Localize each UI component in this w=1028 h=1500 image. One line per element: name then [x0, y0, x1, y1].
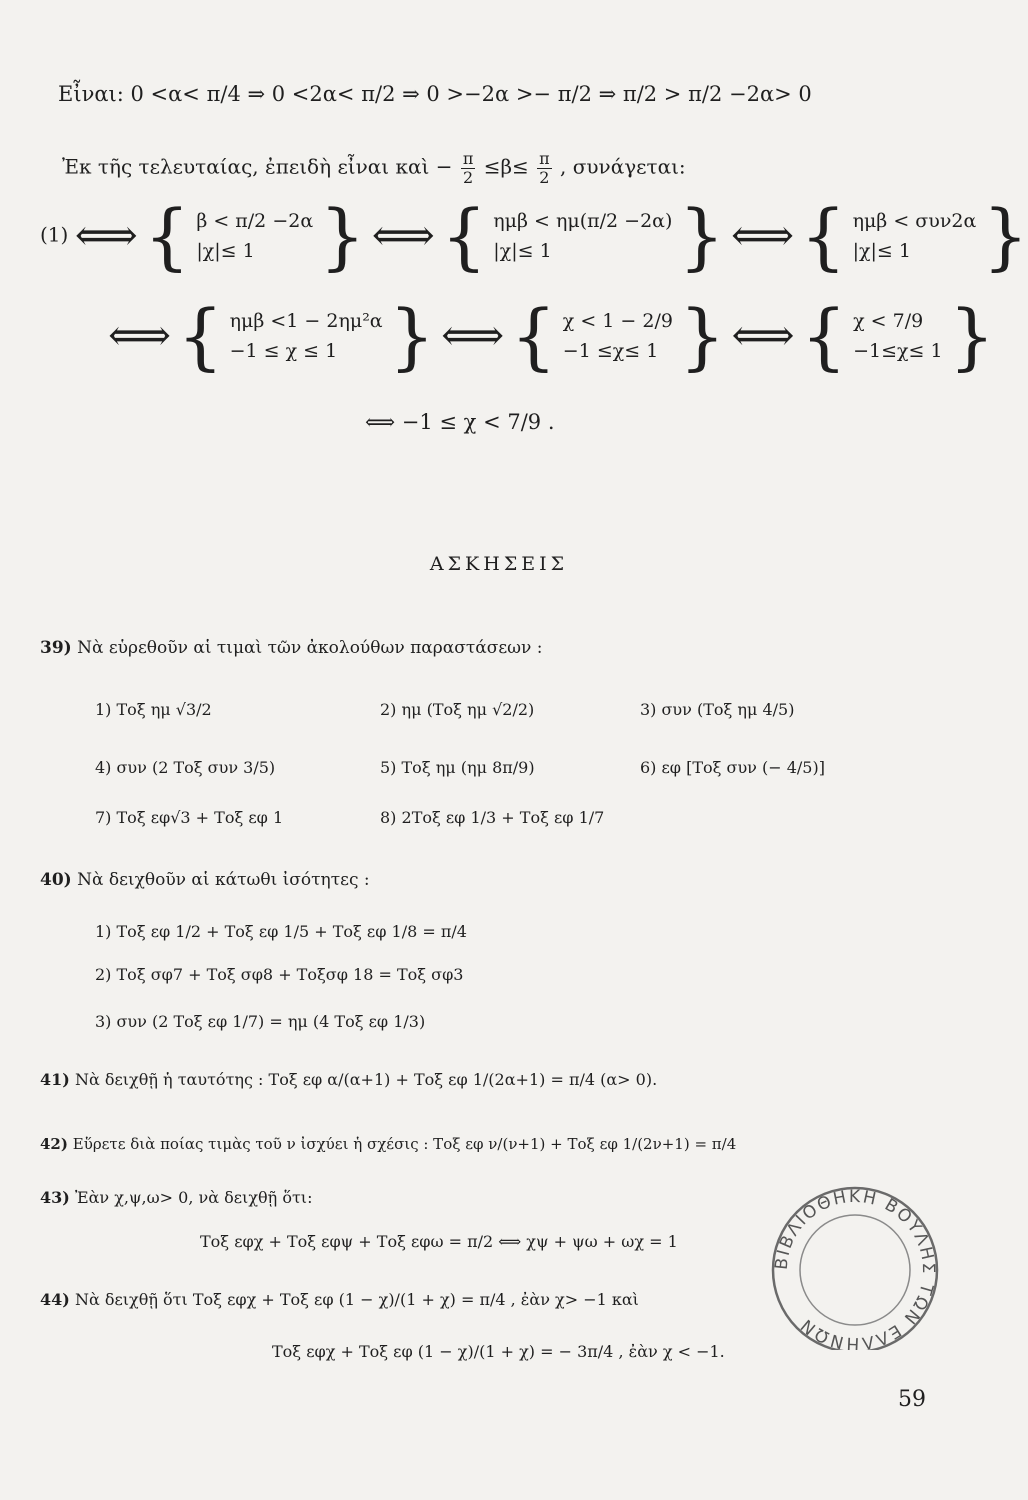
line-2-prefix: Ἐκ τῆς τελευταίας, ἐπειδὴ εἶναι καὶ − [62, 154, 453, 179]
stamp-text: ΒΙΒΛΙΟΘΗΚΗ ΒΟΥΛΗΣ ΤΩΝ ΕΛΛΗΝΩΝ [771, 1186, 939, 1350]
ex40-item-3: 3) συν (2 Τοξ εφ 1/7) = ημ (4 Τοξ εφ 1/3) [95, 1012, 426, 1031]
page-number: 59 [898, 1387, 926, 1412]
equiv-arrow: ⟺ [108, 310, 172, 361]
ex39-item-5: 5) Τοξ ημ (ημ 8π/9) [380, 758, 535, 777]
beta-range: ≤β≤ [483, 154, 529, 179]
system-3: ημβ < συν2α |χ|≤ 1 [852, 209, 977, 262]
section-title: ΑΣΚΗΣΕΙΣ [429, 553, 569, 575]
line-2-suffix: , συνάγεται: [560, 154, 686, 179]
exercise-43-formula: Τοξ εφχ + Τοξ εφψ + Τοξ εφω = π/2 ⟺ χψ + ψω + ωχ = 1 [200, 1232, 678, 1251]
ex39-item-3: 3) συν (Τοξ ημ 4/5) [640, 700, 795, 719]
equation-1: (1) ⟺ { β < π/2 −2α |χ|≤ 1 } ⟺ { ημβ < ημ(π/2 −2α) |χ|≤ 1 } ⟺ { ημβ < συν2α |χ|≤ 1 } [40, 194, 1028, 278]
system-6: χ < 7/9 −1≤χ≤ 1 [853, 309, 943, 362]
exercise-39-heading: 39) Νὰ εὑρεθοῦν αἱ τιμαὶ τῶν ἀκολούθων παραστάσεων : [40, 638, 543, 658]
exercise-44: 44) Νὰ δειχθῇ ὅτι Τοξ εφχ + Τοξ εφ (1 − χ)/(1 + χ) = π/4 , ἐὰν χ> −1 καὶ [40, 1290, 639, 1309]
intro-line: Εἶναι: 0 <α< π/4 ⇒ 0 <2α< π/2 ⇒ 0 >−2α >− π/2 ⇒ π/2 > π/2 −2α> 0 [58, 82, 812, 106]
equiv-arrow: ⟺ [731, 310, 795, 361]
equiv-arrow: ⟺ [74, 210, 138, 261]
ex39-item-1: 1) Τοξ ημ √3/2 [95, 700, 212, 719]
ex39-item-4: 4) συν (2 Τοξ συν 3/5) [95, 758, 276, 777]
ex39-item-7: 7) Τοξ εφ√3 + Τοξ εφ 1 [95, 808, 284, 827]
ex39-item-6: 6) εφ [Τοξ συν (− 4/5)] [640, 758, 825, 777]
exercise-42: 42) Εὕρετε διὰ ποίας τιμὰς τοῦ ν ἰσχύει ἡ σχέσις : Τοξ εφ ν/(ν+1) + Τοξ εφ 1/(2ν+1) = π/4 [40, 1135, 737, 1153]
frac-pi-2-b: $\frac{\pi}{2}$ [539, 149, 550, 187]
equiv-arrow: ⟺ [441, 310, 505, 361]
system-1: β < π/2 −2α |χ|≤ 1 [196, 209, 314, 262]
system-4: ημβ <1 − 2ημ²α −1 ≤ χ ≤ 1 [229, 309, 383, 362]
line-2 [62, 150, 686, 186]
exercise-41: 41) Νὰ δειχθῇ ἡ ταυτότης : Τοξ εφ α/(α+1) + Τοξ εφ 1/(2α+1) = π/4 (α> 0). [40, 1070, 658, 1089]
ex40-item-1: 1) Τοξ εφ 1/2 + Τοξ εφ 1/5 + Τοξ εφ 1/8 = π/4 [95, 922, 467, 941]
frac-pi-2: $\frac{\pi}{2}$ [462, 149, 474, 187]
equiv-arrow: ⟺ [371, 210, 435, 261]
exercise-40-heading: 40) Νὰ δειχθοῦν αἱ κάτωθι ἰσότητες : [40, 870, 370, 890]
equation-label: (1) [40, 222, 69, 247]
library-stamp [765, 1180, 945, 1350]
ex39-item-8: 8) 2Τοξ εφ 1/3 + Τοξ εφ 1/7 [380, 808, 605, 827]
equiv-arrow: ⟺ [730, 210, 795, 261]
exercise-44-formula: Τοξ εφχ + Τοξ εφ (1 − χ)/(1 + χ) = − 3π/4 , ἐὰν χ < −1. [272, 1342, 725, 1361]
exercise-43: 43) Ἐὰν χ,ψ,ω> 0, νὰ δειχθῇ ὅτι: [40, 1188, 313, 1207]
ex39-item-2: 2) ημ (Τοξ ημ √2/2) [380, 700, 535, 719]
final-equation: ⟺ −1 ≤ χ < 7/9 . [365, 410, 555, 434]
system-5: χ < 1 − 2/9 −1 ≤χ≤ 1 [562, 309, 673, 362]
ex40-item-2: 2) Τοξ σφ7 + Τοξ σφ8 + Τοξσφ 18 = Τοξ σφ3 [95, 965, 464, 984]
system-2: ημβ < ημ(π/2 −2α) |χ|≤ 1 [493, 209, 673, 262]
equation-chain-2: ⟺ { ημβ <1 − 2ημ²α −1 ≤ χ ≤ 1 } ⟺ { χ < 1 − 2/9 −1 ≤χ≤ 1 } ⟺ { χ < 7/9 −1≤χ≤ 1 } [108, 294, 995, 378]
